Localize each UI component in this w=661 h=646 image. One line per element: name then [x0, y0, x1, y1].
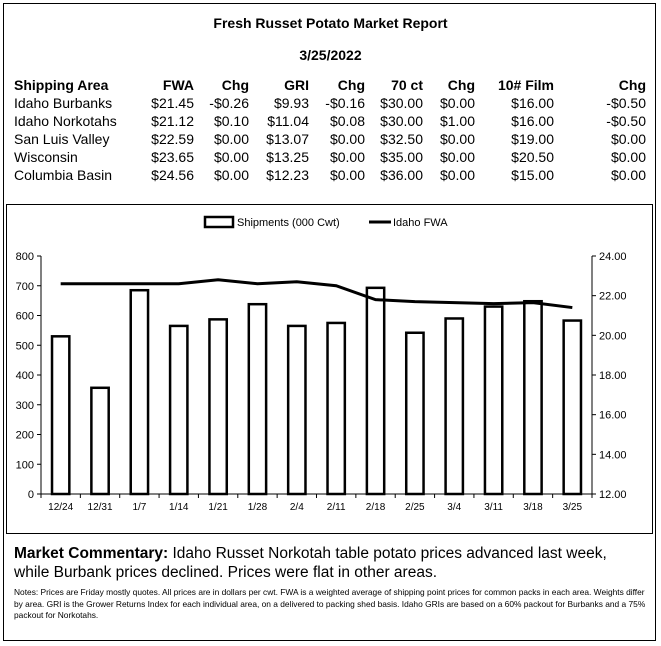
y-right-tick-label: 20.00	[599, 330, 627, 343]
shipments-bar	[249, 304, 266, 494]
y-left-tick-label: 800	[15, 251, 34, 263]
y-left-tick-label: 200	[15, 429, 34, 442]
x-tick-label: 2/4	[289, 502, 304, 513]
x-tick-label: 12/31	[87, 502, 113, 513]
table-cell: $0.00	[439, 95, 475, 111]
col-header-gri-chg: Chg	[337, 77, 365, 93]
table-cell: $11.04	[267, 113, 309, 129]
col-header-fwa: FWA	[162, 77, 194, 93]
shipments-bar	[328, 323, 345, 494]
table-cell: $0.00	[610, 149, 646, 165]
shipments-bar	[209, 319, 226, 494]
x-tick-label: 3/25	[562, 502, 583, 513]
table-row	[14, 112, 646, 130]
table-cell: $30.00	[380, 113, 423, 129]
table-cell: $0.10	[213, 113, 249, 129]
table-row	[14, 94, 646, 112]
table-cell: $0.08	[329, 113, 365, 129]
shipments-bar	[131, 290, 148, 494]
y-left-tick-label: 300	[15, 399, 34, 412]
table-cell: $22.59	[151, 131, 194, 147]
table-cell: $0.00	[213, 149, 249, 165]
x-tick-label: 1/7	[132, 502, 147, 513]
table-cell: $0.00	[439, 131, 475, 147]
shipments-bar	[91, 388, 108, 494]
table-cell: $0.00	[329, 131, 365, 147]
table-cell: $0.00	[439, 149, 475, 165]
table-cell: $36.00	[380, 167, 423, 183]
shipments-bar	[170, 326, 187, 494]
table-cell: $35.00	[380, 149, 423, 165]
x-tick-label: 1/21	[208, 502, 228, 513]
shipments-bar	[406, 333, 423, 494]
col-header-10-film-chg: Chg	[618, 77, 646, 93]
table-cell: $19.00	[511, 131, 554, 147]
table-cell: Wisconsin	[14, 149, 78, 165]
market-commentary	[14, 544, 646, 582]
table-cell: $30.00	[380, 95, 423, 111]
report-notes: Notes: Prices are Friday mostly quotes. All prices are in dollars per cwt. FWA is a weighted average of shipping point prices for common packs in each area. Weights differ by area. GRI is the Grower Returns Index for each individual area, on a delivered to packing shed basis. Idaho GRIs are based on a 60% packout for Burbanks and a 75% packout for Norkotahs.	[14, 587, 646, 620]
table-cell: $23.65	[151, 149, 194, 165]
table-cell: $13.07	[266, 131, 309, 147]
table-cell: $13.25	[266, 149, 309, 165]
y-left-tick-label: 100	[15, 459, 34, 472]
table-cell: $20.50	[511, 149, 554, 165]
table-cell: $0.00	[329, 167, 365, 183]
y-right-tick-label: 16.00	[599, 409, 627, 422]
table-header-row	[14, 76, 646, 94]
table-cell: -$0.50	[606, 113, 646, 129]
y-right-tick-label: 14.00	[599, 449, 627, 462]
legend-shipments-swatch	[205, 217, 233, 227]
x-tick-label: 3/11	[484, 502, 503, 513]
market-price-table	[14, 76, 646, 184]
shipments-bar	[564, 321, 581, 494]
table-cell: San Luis Valley	[14, 131, 110, 147]
shipments-bar	[485, 307, 502, 494]
x-tick-label: 2/18	[365, 502, 386, 513]
y-left-tick-label: 600	[15, 310, 34, 323]
shipments-bar	[446, 318, 463, 494]
table-row	[14, 148, 646, 166]
table-cell: $0.00	[610, 131, 646, 147]
table-cell: Idaho Burbanks	[14, 95, 113, 111]
shipments-bar	[52, 336, 69, 494]
y-left-tick-label: 400	[15, 370, 34, 382]
x-tick-label: 3/4	[447, 502, 462, 513]
table-cell: -$0.16	[325, 95, 365, 111]
shipments-fwa-chart	[7, 205, 652, 533]
commentary-text: Idaho Russet Norkotah table potato prices advanced last week, while Burbank prices declined. Prices were flat in other areas.	[14, 545, 607, 581]
shipments-bar	[367, 288, 384, 494]
table-cell: $21.12	[151, 113, 194, 129]
legend-fwa-label: Idaho FWA	[393, 217, 448, 229]
col-header-shipping-area: Shipping Area	[14, 77, 109, 93]
table-cell: Columbia Basin	[14, 167, 113, 183]
x-tick-label: 12/24	[48, 502, 74, 513]
table-cell: $16.00	[511, 95, 554, 111]
y-right-tick-label: 22.00	[599, 290, 627, 303]
x-tick-label: 2/25	[405, 502, 425, 513]
y-right-tick-label: 12.00	[599, 489, 627, 501]
shipments-chart-box	[6, 204, 653, 534]
table-row	[14, 166, 646, 184]
report-title: Fresh Russet Potato Market Report	[213, 15, 448, 31]
table-cell: $32.50	[380, 131, 423, 147]
y-right-tick-label: 24.00	[599, 251, 627, 263]
table-cell: $12.23	[266, 167, 309, 183]
x-tick-label: 1/28	[247, 502, 268, 513]
table-cell: $0.00	[329, 149, 365, 165]
table-cell: -$0.50	[606, 95, 646, 111]
table-cell: $15.00	[511, 167, 554, 183]
table-cell: Idaho Norkotahs	[14, 113, 117, 129]
shipments-bar	[524, 301, 541, 494]
table-cell: $0.00	[213, 131, 249, 147]
col-header-70ct-chg: Chg	[447, 77, 475, 93]
y-right-tick-label: 18.00	[599, 370, 627, 382]
table-cell: $21.45	[151, 95, 194, 111]
col-header-10-film: 10# Film	[497, 77, 554, 93]
table-cell: $0.00	[610, 167, 646, 183]
table-cell: $24.56	[151, 167, 194, 183]
y-left-tick-label: 700	[15, 280, 34, 293]
x-tick-label: 2/11	[326, 502, 346, 513]
table-row	[14, 130, 646, 148]
table-cell: $9.93	[273, 95, 309, 111]
table-cell: -$0.26	[209, 95, 249, 111]
y-left-tick-label: 0	[27, 489, 34, 501]
y-left-tick-label: 500	[15, 340, 34, 353]
table-cell: $0.00	[213, 167, 249, 183]
col-header-70ct: 70 ct	[391, 77, 423, 93]
commentary-label: Market Commentary:	[14, 545, 169, 562]
col-header-fwa-chg: Chg	[221, 77, 249, 93]
col-header-gri: GRI	[284, 77, 309, 93]
report-date: 3/25/2022	[299, 47, 362, 63]
table-cell: $0.00	[439, 167, 475, 183]
table-cell: $16.00	[511, 113, 554, 129]
table-cell: $1.00	[439, 113, 475, 129]
legend-shipments-label: Shipments (000 Cwt)	[237, 217, 340, 229]
x-tick-label: 3/18	[523, 502, 543, 513]
x-tick-label: 1/14	[169, 502, 189, 513]
shipments-bar	[288, 326, 305, 494]
